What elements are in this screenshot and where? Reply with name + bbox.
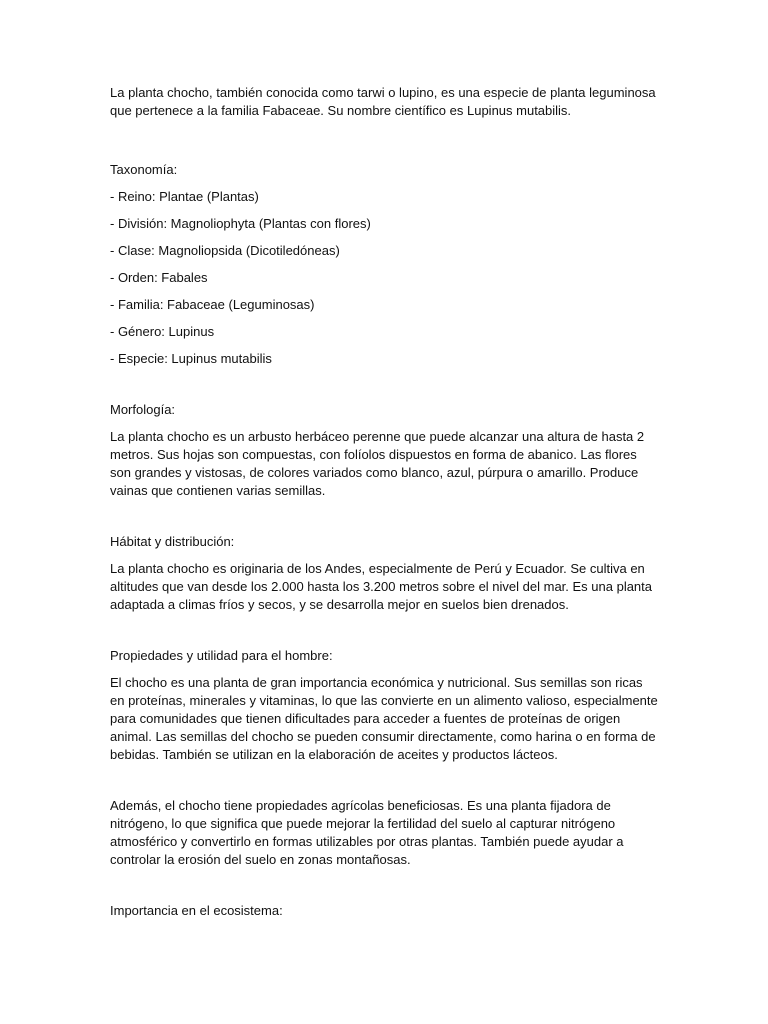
properties-paragraph-2: Además, el chocho tiene propiedades agrícolas beneficiosas. Es una planta fijadora de nitrógeno, lo que significa que puede mejorar la fertilidad del suelo al capturar nitrógeno atmosférico y convertirlo en formas utilizables por otras plantas. También puede ayudar a controlar la erosión del suelo en zonas montañosas. — [110, 798, 624, 867]
ecosystem-heading: Importancia en el ecosistema: — [110, 903, 283, 918]
taxonomy-list — [110, 188, 658, 368]
taxonomy-item-orden: - Orden: Fabales — [110, 270, 208, 285]
properties-paragraph-1: El chocho es una planta de gran importancia económica y nutricional. Sus semillas son ricas en proteínas, minerales y vitaminas, lo que las convierte en un alimento valioso, especialmente para comunidades que tienen dificultades para acceder a fuentes de proteínas de origen animal. Las semillas del chocho se pueden consumir directamente, como harina o en forma de bebidas. También se utilizan en la elaboración de aceites y productos lácteos. — [110, 675, 658, 762]
taxonomy-heading: Taxonomía: — [110, 162, 178, 177]
taxonomy-item-reino: - Reino: Plantae (Plantas) — [110, 189, 259, 204]
habitat-paragraph: La planta chocho es originaria de los Andes, especialmente de Perú y Ecuador. Se cultiva en altitudes que van desde los 2.000 hasta los 3.200 metros sobre el nivel del mar. Es una planta adaptada a climas fríos y secos, y se desarrolla mejor en suelos bien drenados. — [110, 561, 653, 612]
morphology-heading: Morfología: — [110, 402, 176, 417]
document-body — [110, 84, 658, 929]
taxonomy-item-division: - División: Magnoliophyta (Plantas con flores) — [110, 216, 371, 231]
taxonomy-item-clase: - Clase: Magnoliopsida (Dicotiledóneas) — [110, 243, 340, 258]
properties-heading: Propiedades y utilidad para el hombre: — [110, 648, 333, 663]
taxonomy-item-familia: - Familia: Fabaceae (Leguminosas) — [110, 297, 315, 312]
taxonomy-item-genero: - Género: Lupinus — [110, 324, 215, 339]
taxonomy-item-especie: - Especie: Lupinus mutabilis — [110, 351, 272, 366]
habitat-heading: Hábitat y distribución: — [110, 534, 235, 549]
intro-paragraph: La planta chocho, también conocida como tarwi o lupino, es una especie de planta leguminosa que pertenece a la familia Fabaceae. Su nombre científico es Lupinus mutabilis. — [110, 85, 656, 118]
morphology-paragraph: La planta chocho es un arbusto herbáceo perenne que puede alcanzar una altura de hasta 2 metros. Sus hojas son compuestas, con folíolos dispuestos en forma de abanico. Las flores son grandes y vistosas, de colores variados como blanco, azul, púrpura o amarillo. Produce vainas que contienen varias semillas. — [110, 429, 645, 498]
